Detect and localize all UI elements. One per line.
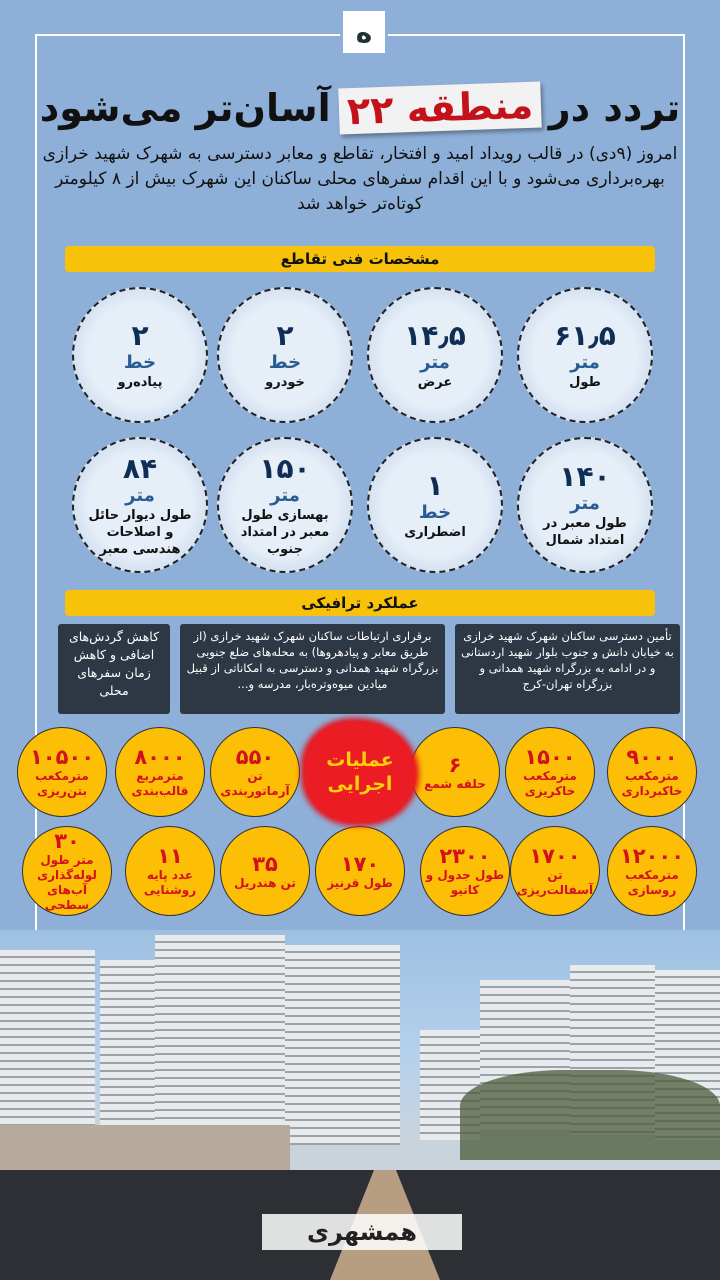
spec-label: بهسازی طول معبر در امتداد جنوب xyxy=(240,507,330,557)
spec-unit: متر xyxy=(420,351,450,373)
spec-label: پیاده‌رو xyxy=(117,374,163,390)
operation-stat xyxy=(505,727,595,817)
spec-unit: متر xyxy=(270,484,300,506)
operations-label xyxy=(305,722,415,822)
operation-label: مترمکعب بتن‌ریزی xyxy=(35,769,89,798)
spec-value: ۶۱٫۵ xyxy=(554,318,616,352)
operation-label: مترمکعب روسازی xyxy=(625,868,679,897)
spec-unit: خط xyxy=(268,351,302,373)
title-end: آسان‌تر می‌شود xyxy=(39,86,331,130)
spec-value: ۸۴ xyxy=(122,451,158,485)
spec-label: خودرو xyxy=(265,374,305,390)
spec-value: ۲ xyxy=(131,318,149,352)
operation-value: ۱۱ xyxy=(157,844,183,868)
traffic-item: تأمین دسترسی ساکنان شهرک شهید خرازی به خیابان دانش و جنوب بلوار شهید اردستانی و در ادامه به بزرگراه شهید همدانی و بزرگراه تهران-کرج xyxy=(455,624,680,714)
operation-value: ۲۳۰۰ xyxy=(439,844,491,868)
spec-circle xyxy=(72,287,208,423)
spec-circle xyxy=(517,287,653,423)
operation-value: ۹۰۰۰ xyxy=(626,745,678,769)
spec-circle xyxy=(72,437,208,573)
traffic-item: برقراری ارتباطات ساکنان شهرک شهید خرازی (از طریق معابر و پیادهروها) به محله‌های ضلع جنوبی بزرگراه شهید همدانی و دسترسی به امکاناتی از قبیل میادین میوه‌وتره‌بار، مدرسه و... xyxy=(180,624,445,714)
spec-circle xyxy=(367,287,503,423)
operation-value: ۱۲۰۰۰ xyxy=(619,844,685,868)
operation-label: طول قرنیز xyxy=(327,875,393,890)
operation-stat xyxy=(17,727,107,817)
spec-unit: متر xyxy=(570,493,600,514)
operation-stat xyxy=(420,826,510,916)
spec-unit: متر xyxy=(125,484,155,506)
spec-value: ۱۴٫۵ xyxy=(404,318,466,352)
title-start: تردد در xyxy=(548,86,681,130)
spec-circle xyxy=(367,437,503,573)
spec-value: ۱ xyxy=(426,468,444,502)
spec-label: طول معبر در امتداد شمال xyxy=(543,516,627,548)
operation-label: تن هندریل xyxy=(234,875,296,890)
hamshahri-logo: ه xyxy=(340,8,388,56)
traffic-item: کاهش گردش‌های اضافی و کاهش زمان سفرهای محلی xyxy=(58,624,170,714)
spec-value: ۱۵۰ xyxy=(259,451,311,485)
operation-label: حلقه شمع xyxy=(424,776,486,791)
hamshahri-watermark: همشهری xyxy=(262,1214,462,1250)
spec-circle xyxy=(517,437,653,573)
operation-value: ۱۰۵۰۰ xyxy=(29,745,95,769)
section-banner-traffic: عملکرد ترافیکی xyxy=(65,590,655,616)
operation-stat xyxy=(607,826,697,916)
spec-unit: متر xyxy=(570,351,600,373)
operation-label: تن آسفالت‌ریزی xyxy=(516,868,594,897)
operation-label: تن آرماتوربندی xyxy=(220,769,290,798)
spec-unit: خط xyxy=(418,501,452,523)
operation-stat xyxy=(115,727,205,817)
spec-label: طول xyxy=(569,374,601,390)
spec-unit: خط xyxy=(123,351,157,373)
operation-label: طول جدول و کانیو xyxy=(425,868,505,897)
operation-value: ۳۰ xyxy=(54,829,80,853)
operation-value: ۱۵۰۰ xyxy=(524,745,576,769)
section-banner-specs: مشخصات فنی تقاطع xyxy=(65,246,655,272)
spec-label: اضطراری xyxy=(404,524,466,540)
operation-value: ۱۷۰۰ xyxy=(529,844,581,868)
spec-value: ۱۴۰ xyxy=(559,460,611,493)
operation-label: مترمکعب خاکریزی xyxy=(523,769,577,798)
operation-stat xyxy=(210,727,300,817)
operation-stat xyxy=(410,727,500,817)
operation-value: ۸۰۰۰ xyxy=(134,745,186,769)
operations-label-text: عملیات اجرایی xyxy=(326,749,394,795)
operation-label: مترمکعب خاکبرداری xyxy=(621,769,683,798)
operation-stat xyxy=(510,826,600,916)
lead-text: امروز (۹دی) در قالب رویداد امید و افتخار، تقاطع و معابر دسترسی به شهرک شهید خرازی بهره‌برداری می‌شود و با این اقدام سفرهای محلی ساکنان این شهرک بیش از ۸ کیلومتر کوتاه‌تر خواهد شد xyxy=(42,144,678,214)
operation-label: مترمربع قالب‌بندی xyxy=(131,769,189,798)
title-highlight: منطقه ۲۲ xyxy=(338,81,542,134)
operation-value: ۳۵ xyxy=(252,851,278,876)
operation-stat xyxy=(607,727,697,817)
spec-label: عرض xyxy=(417,374,453,390)
page-title xyxy=(0,82,720,134)
spec-circle xyxy=(217,437,353,573)
operation-label: عدد پایه روشنایی xyxy=(143,868,197,897)
operation-value: ۶ xyxy=(448,752,462,777)
operation-value: ۱۷۰ xyxy=(340,851,380,876)
spec-value: ۲ xyxy=(276,318,294,352)
operation-value: ۵۵۰ xyxy=(235,745,275,769)
operation-stat xyxy=(315,826,405,916)
spec-circle xyxy=(217,287,353,423)
operation-stat xyxy=(125,826,215,916)
operation-stat xyxy=(220,826,310,916)
operation-stat xyxy=(22,826,112,916)
spec-label: طول دیوار حائل و اصلاحات هندسی معبر xyxy=(88,507,192,557)
operation-label: متر طول لوله‌گذاری آب‌های سطحی xyxy=(37,853,97,912)
